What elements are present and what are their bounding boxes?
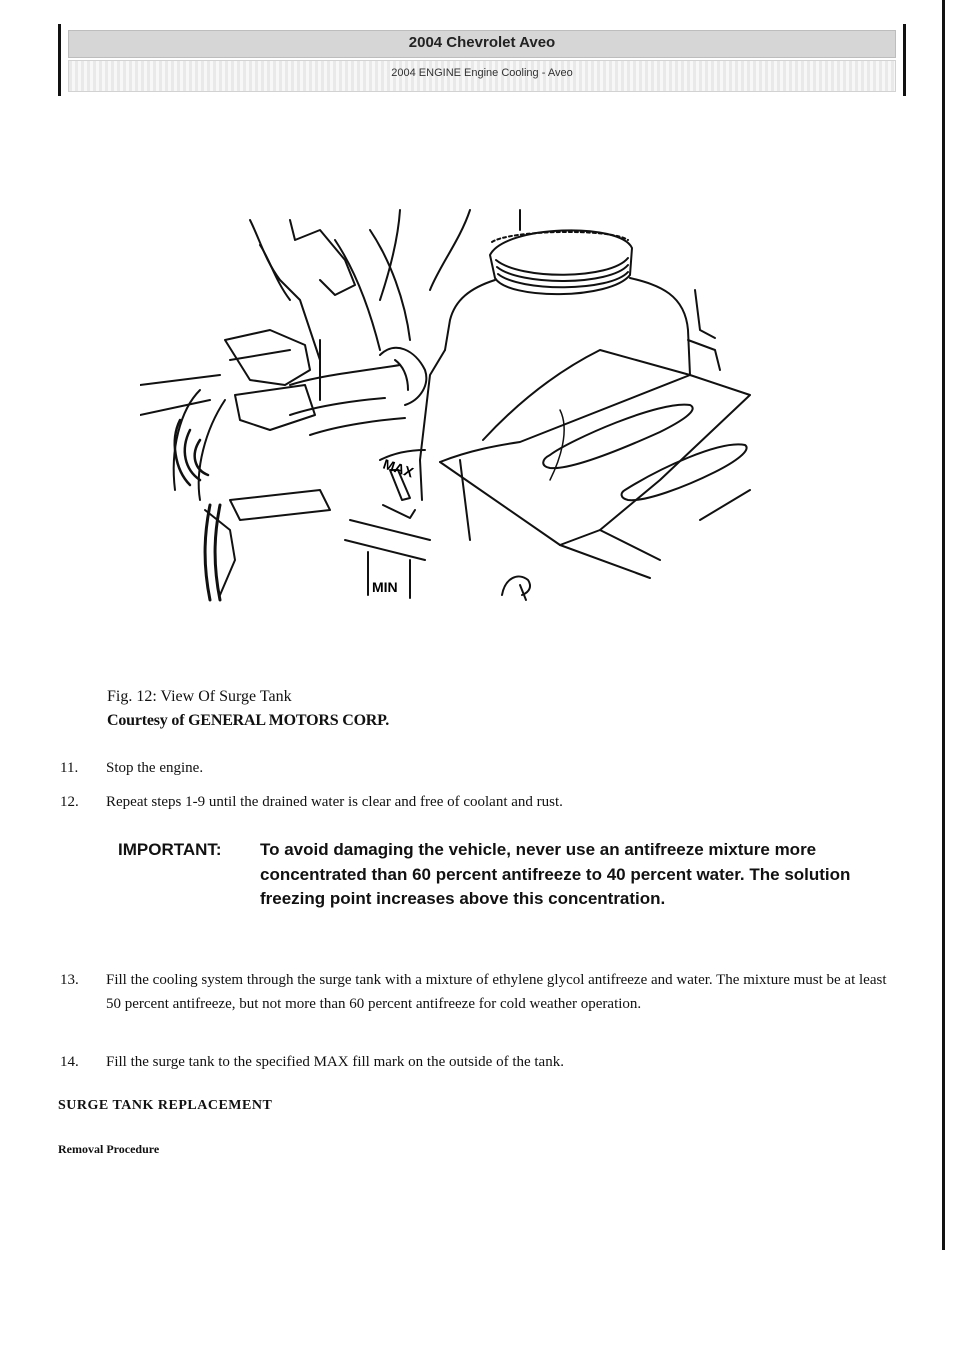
document-subtitle: 2004 ENGINE Engine Cooling - Aveo xyxy=(391,67,573,79)
figure-credit: Courtesy of GENERAL MOTORS CORP. xyxy=(107,712,390,729)
important-text: To avoid damaging the vehicle, never use an antifreeze mixture more concentrated than 60 percent antifreeze to 40 percent water. The solution freezing point increases above this concentration. xyxy=(260,840,851,908)
figure-caption: Fig. 12: View Of Surge Tank xyxy=(107,688,292,705)
section-heading: SURGE TANK REPLACEMENT xyxy=(58,1098,273,1113)
step-number: 12. xyxy=(60,794,79,810)
subsection-heading: Removal Procedure xyxy=(58,1142,160,1156)
min-fill-mark: MIN xyxy=(372,579,398,595)
step-number: 14. xyxy=(60,1054,79,1070)
right-margin-rule xyxy=(942,0,945,1250)
step-text: Stop the engine. xyxy=(106,760,204,776)
step-text: Fill the cooling system through the surge tank with a mixture of ethylene glycol antifreeze and water. The mixture must be at least 50 percent antifreeze, but not more than 60 percent antifreeze for cold weather operation. xyxy=(106,972,887,1012)
page-header xyxy=(58,24,906,96)
step-number: 11. xyxy=(60,760,79,776)
step-number: 13. xyxy=(60,972,79,988)
document-title: 2004 Chevrolet Aveo xyxy=(408,34,556,51)
max-fill-mark: MAX xyxy=(381,455,416,481)
surge-tank-illustration xyxy=(140,200,780,610)
step-text: Repeat steps 1-9 until the drained water is clear and free of coolant and rust. xyxy=(106,794,563,810)
important-label: IMPORTANT: xyxy=(118,840,222,859)
step-text: Fill the surge tank to the specified MAX fill mark on the outside of the tank. xyxy=(106,1054,564,1070)
